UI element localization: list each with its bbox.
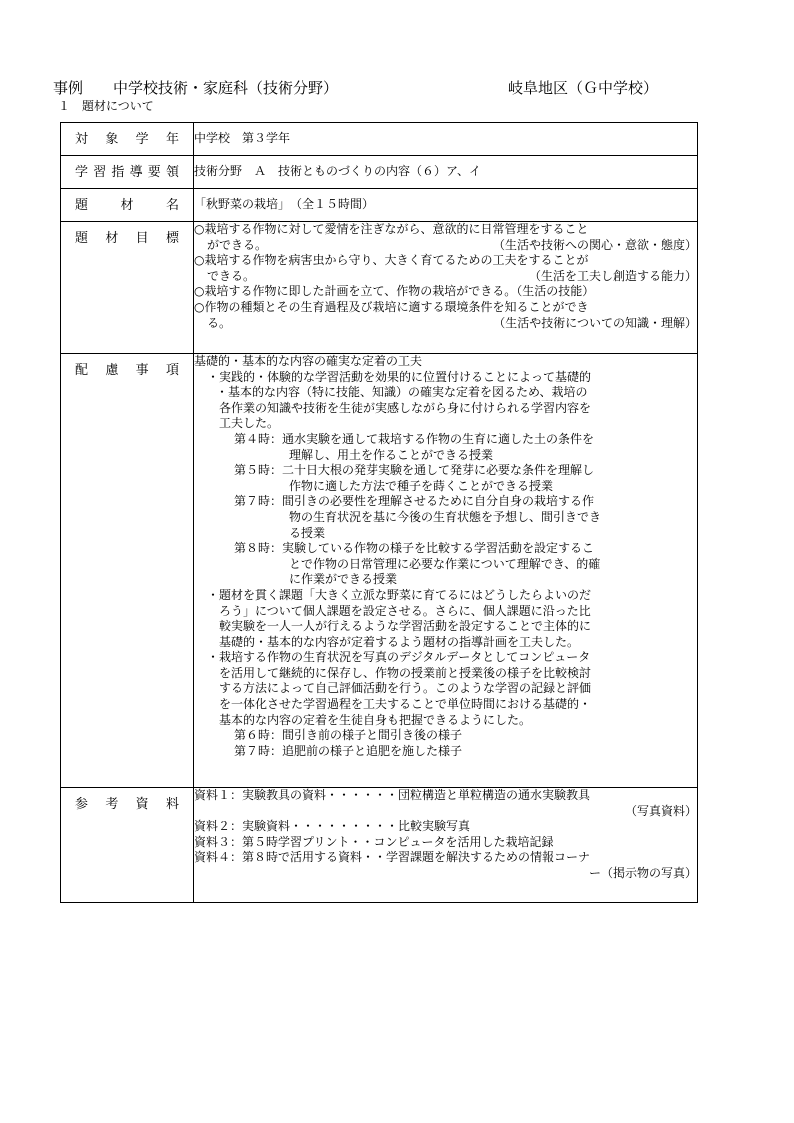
row-content [194, 222, 698, 354]
line-annotation: ー（掲示物の写真） [588, 865, 697, 880]
content-line [194, 866, 697, 882]
content-line: 第５時：二十日大根の発芽実験を通して発芽に必要な条件を理解し [234, 463, 595, 478]
row-curriculum-guideline [61, 156, 698, 189]
content-line: 工夫した。 [219, 416, 280, 431]
row-label-text [61, 354, 193, 379]
document-header [53, 78, 693, 98]
line-text: できる。 [207, 268, 256, 283]
label-char: 材 [120, 198, 134, 213]
label-char: 考 [105, 797, 119, 812]
label-char: 年 [165, 132, 179, 147]
row-topic-goals [61, 222, 698, 354]
label-char: 配 [75, 363, 89, 378]
row-label-text [61, 222, 193, 247]
content-line: ・基本的な内容（特に技能、知識）の確実な定着を図るため、栽培の [216, 385, 588, 400]
content-line: 第７時：間引きの必要性を理解させるために自分自身の栽培する作 [234, 494, 595, 509]
content-line: ○栽培する作物に対して愛情を注ぎながら、意欲的に日常管理をすること [194, 222, 589, 236]
content-line: 物の生育状況を基に今後の生育状態を予想し、間引きでき [289, 509, 602, 524]
row-content [194, 123, 698, 156]
row-label [61, 189, 194, 222]
content-line: 第７時：追肥前の様子と追肥を施した様子 [234, 743, 463, 758]
row-content [194, 189, 698, 222]
content-line: ○作物の種類とその生育過程及び栽培に適する環境条件を知ることができ [194, 299, 589, 314]
line-annotation: （写真資料） [624, 803, 697, 818]
row-label-text [61, 189, 193, 214]
document-title: 事例 中学校技術・家庭科（技術分野） [53, 79, 339, 97]
content-line: 第８時：実験している作物の様子を比較する学習活動を設定するこ [234, 541, 595, 556]
content-line: を活用して継続的に保存し、作物の授業前と授業後の様子を比較検討 [219, 665, 592, 680]
content-line: 資料２：実験資料・・・・・・・・・比較実験写真 [194, 819, 471, 834]
line-text: る。 [207, 315, 232, 330]
label-char: 対 [75, 132, 89, 147]
label-char: 参 [75, 797, 89, 812]
content-line: 基礎的・基本的な内容が定着するよう題材の指導計画を工夫した。 [219, 634, 580, 649]
content-line: ・題材を貫く課題「大きく立派な野菜に育てるにはどうしたらよいのだ [207, 587, 592, 602]
line-annotation: （生活を工夫し創造する能力） [528, 268, 697, 283]
content-line [194, 804, 697, 820]
row-content [194, 156, 698, 189]
label-char: 慮 [105, 363, 119, 378]
content-line [194, 238, 697, 254]
row-label-text [61, 123, 193, 148]
row-label [61, 788, 194, 903]
line-text: ができる。 [207, 237, 268, 252]
row-label [61, 156, 194, 189]
label-char: 事 [135, 363, 149, 378]
row-topic-name [61, 189, 698, 222]
content-line: 各作業の知識や技術を生徒が実感しながら身に付けられる学習内容を [219, 400, 592, 415]
row-considerations [61, 354, 698, 788]
content-line: ・栽培する作物の生育状況を写真のデジタルデータとしてコンピュータ [207, 650, 591, 665]
row-label [61, 123, 194, 156]
label-char: 目 [135, 231, 149, 246]
lesson-info-table [60, 122, 698, 903]
content-line: る授業 [289, 525, 326, 540]
content-line: 較実験を一人一人が行えるような学習活動を設定することで主体的に [219, 619, 592, 634]
row-reference-materials [61, 788, 698, 903]
label-char: 材 [105, 231, 119, 246]
content-line: 資料３：第５時学習プリント・・コンピュータを活用した栽培記録 [194, 834, 554, 849]
row-target-grade [61, 123, 698, 156]
content-line [194, 269, 697, 285]
label-char: 題 [75, 231, 89, 246]
content-line: 技術分野 Ａ 技術とものづくりの内容（６）ア、イ [194, 164, 482, 178]
content-line: 中学校 第３学年 [194, 131, 291, 145]
label-char: 要 [147, 165, 161, 180]
row-label-text [61, 788, 193, 813]
label-char: 学 [75, 165, 89, 180]
label-char: 導 [129, 165, 143, 180]
content-line: を一体化させた学習過程を工夫することで単位時間における基礎的・ [219, 697, 592, 712]
content-line: 第４時：通水実験を通して栽培する作物の生育に適した土の条件を [234, 431, 595, 446]
content-line: 第６時：間引き前の様子と間引き後の様子 [234, 728, 463, 743]
label-char: 資 [135, 797, 149, 812]
school-region: 岐阜地区（Ｇ中学校） [508, 79, 659, 97]
content-line: する方法によって自己評価活動を行う。このような学習の記録と評価 [219, 681, 592, 696]
row-content [194, 354, 698, 788]
content-line: 理解し、用土を作ることができる授業 [289, 447, 494, 462]
label-char: 学 [135, 132, 149, 147]
label-char: 項 [165, 363, 179, 378]
content-line [194, 316, 697, 332]
row-label [61, 354, 194, 788]
label-char: 題 [75, 198, 89, 213]
content-line: ○栽培する作物を病害虫から守り、大きく育てるための工夫をすることが [194, 253, 589, 268]
label-char: 料 [165, 797, 179, 812]
label-char: 象 [105, 132, 119, 147]
row-label [61, 222, 194, 354]
content-line: ・実践的・体験的な学習活動を効果的に位置付けることによって基礎的 [207, 369, 592, 384]
content-line: 資料１：実験教具の資料・・・・・・団粒構造と単粒構造の通水実験教具 [194, 788, 591, 802]
label-char: 指 [111, 165, 125, 180]
row-label-text [61, 156, 193, 181]
label-char: 標 [165, 231, 179, 246]
content-line: 作物に適した方法で種子を蒔くことができる授業 [289, 478, 554, 493]
content-line: 「秋野菜の栽培」 （全１５時間） [194, 197, 375, 211]
content-line: 基本的な内容の定着を生徒自身も把握できるようにした。 [219, 712, 532, 727]
line-annotation: （生活や技術についての知識・理解） [493, 315, 697, 330]
line-annotation: （生活や技術への関心・意欲・態度） [492, 237, 697, 252]
section-title: １ 題材について [58, 99, 154, 113]
content-line: に作業ができる授業 [289, 572, 398, 587]
content-line: 資料４：第８時で活用する資料・・学習課題を解決するための情報コーナ [194, 850, 591, 865]
label-char: 名 [165, 198, 179, 213]
row-content [194, 788, 698, 903]
content-line: ろう」について個人課題を設定させる。さらに、個人課題に沿った比 [219, 603, 591, 618]
content-line: とで作物の日常管理に必要な作業について理解でき、的確 [289, 556, 601, 571]
label-char: 領 [165, 165, 179, 180]
content-line: 基礎的・基本的な内容の確実な定着の工夫 [194, 354, 423, 368]
label-char: 習 [93, 165, 107, 180]
content-line: ○栽培する作物に即した計画を立て、作物の栽培ができる。（生活の技能） [194, 284, 595, 299]
